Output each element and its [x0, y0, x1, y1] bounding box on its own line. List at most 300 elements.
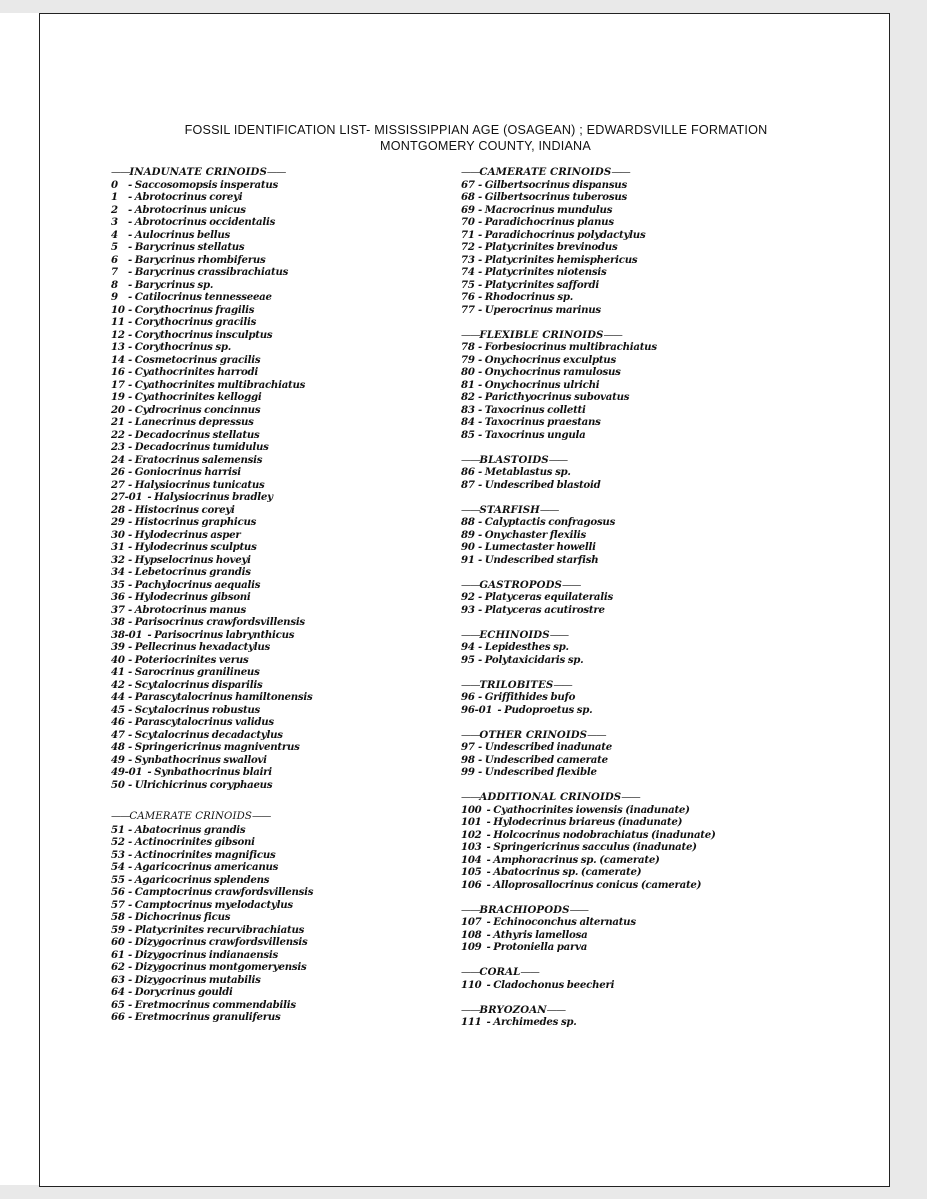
item-number: 108 [461, 928, 482, 941]
species-name: - Corythocrinus sp. [128, 341, 232, 353]
list-item [111, 924, 471, 937]
list-item [111, 191, 471, 204]
list-item [111, 204, 471, 217]
page-title [40, 122, 889, 154]
list-item [111, 886, 471, 899]
heading-rule: —— [461, 679, 480, 691]
item-number: 86 [461, 466, 475, 478]
species-name: - Rhodocrinus sp. [478, 291, 574, 303]
item-number: 27-01 [111, 491, 143, 503]
list-item [111, 986, 471, 999]
item-number: 41 [111, 666, 125, 678]
species-name: - Hylodecrinus briareus (inadunate) [486, 816, 683, 828]
item-number: 75 [461, 278, 475, 291]
item-number: 99 [461, 766, 475, 778]
list-item [111, 591, 471, 604]
item-number: 79 [461, 353, 475, 366]
section-heading [111, 811, 471, 824]
item-number: 5 [111, 241, 118, 253]
heading-rule: —— [569, 904, 588, 916]
list-item [111, 316, 471, 329]
heading-rule: —— [461, 629, 480, 641]
list-item [111, 616, 471, 629]
species-name: - Abrotocrinus coreyi [128, 191, 243, 203]
item-number: 32 [111, 553, 125, 566]
species-name: - Springericrinus magniventrus [128, 741, 300, 753]
list-item [111, 379, 471, 392]
right-column [461, 166, 861, 1029]
item-number: 0 [111, 178, 118, 191]
list-item [461, 879, 861, 892]
species-name: - Taxocrinus colletti [478, 403, 586, 416]
heading-rule: —— [461, 729, 480, 741]
section-heading-text: INADUNATE CRINOIDS [129, 166, 267, 178]
item-number: 80 [461, 366, 475, 378]
section-inadunate-crinoids [111, 166, 471, 791]
list-item [111, 441, 471, 454]
section-heading-text: GASTROPODS [479, 578, 562, 591]
item-number: 55 [111, 873, 125, 886]
section-spacer [461, 441, 861, 454]
item-number: 109 [461, 941, 482, 953]
list-item [461, 379, 861, 392]
heading-rule: —— [461, 792, 480, 803]
section-spacer [461, 666, 861, 679]
item-number: 39 [111, 641, 125, 653]
species-name: - Abatocrinus grandis [128, 823, 246, 836]
species-name: - Parascytalocrinus hamiltonensis [128, 691, 313, 703]
heading-rule: —— [266, 167, 286, 178]
item-number: 16 [111, 366, 125, 378]
list-item [461, 204, 861, 217]
list-item [461, 416, 861, 429]
section-heading [461, 579, 861, 592]
species-name: - Springericrinus sacculus (inadunate) [486, 841, 697, 853]
left-column [111, 166, 471, 1024]
list-item [111, 491, 471, 504]
list-item [461, 766, 861, 779]
species-name: - Corythocrinus insculptus [128, 328, 273, 341]
list-item [461, 266, 861, 279]
item-number: 12 [111, 328, 125, 341]
species-name: - Cladochonus beecheri [486, 978, 615, 991]
species-name: - Agaricocrinus splendens [128, 873, 270, 886]
species-name: - Synbathocrinus swallovi [128, 753, 267, 766]
species-name: - Platycrinites recurvibrachiatus [128, 923, 305, 936]
item-number: 101 [461, 816, 482, 828]
heading-rule: —— [461, 329, 480, 341]
list-item [461, 241, 861, 254]
list-item [111, 766, 471, 779]
list-item [111, 849, 471, 862]
list-item [111, 679, 471, 692]
species-name: - Platycrinites saffordi [478, 278, 599, 291]
item-number: 40 [111, 653, 125, 666]
item-number: 98 [461, 753, 475, 766]
species-name: - Cyathocrinites kelloggi [128, 391, 262, 403]
species-name: - Parisocrinus labrynthicus [147, 628, 295, 641]
section-heading-text: FLEXIBLE CRINOIDS [479, 328, 604, 341]
item-number: 110 [461, 978, 482, 991]
list-item [461, 829, 861, 842]
item-number: 38 [111, 616, 125, 628]
list-item [461, 479, 861, 492]
list-item [111, 254, 471, 267]
item-number: 8 [111, 278, 118, 291]
list-item [111, 329, 471, 342]
item-number: 68 [461, 191, 475, 203]
item-number: 6 [111, 253, 118, 266]
species-name: - Parisocrinus crawfordsvillensis [128, 616, 305, 628]
item-number: 53 [111, 848, 125, 861]
item-number: 67 [461, 178, 475, 191]
list-item [111, 391, 471, 404]
species-name: - Lebetocrinus grandis [128, 566, 251, 578]
species-name: - Archimedes sp. [486, 1016, 577, 1028]
item-number: 66 [111, 1011, 125, 1023]
species-name: - Dizygocrinus crawfordsvillensis [128, 936, 308, 948]
species-name: - Amphoracrinus sp. (camerate) [486, 853, 660, 866]
list-item [111, 291, 471, 304]
species-name: - Undescribed inadunate [478, 741, 612, 753]
section-heading [461, 679, 861, 692]
species-name: - Gilbertsocrinus dispansus [478, 178, 627, 191]
section-heading-text: BRACHIOPODS [479, 903, 570, 916]
heading-rule: —— [621, 792, 640, 803]
item-number: 62 [111, 961, 125, 973]
item-number: 11 [111, 316, 125, 328]
list-item [111, 836, 471, 849]
item-number: 89 [461, 528, 475, 541]
section-echinoids [461, 629, 861, 667]
species-name: - Cosmetocrinus gracilis [128, 353, 261, 366]
item-number: 69 [461, 203, 475, 216]
section-gastropods [461, 579, 861, 617]
species-name: - Eretmocrinus granuliferus [128, 1011, 281, 1023]
section-spacer [461, 991, 861, 1004]
item-number: 38-01 [111, 628, 143, 641]
species-name: - Abrotocrinus occidentalis [128, 216, 276, 228]
item-number: 70 [461, 216, 475, 228]
species-name: - Corythocrinus gracilis [128, 316, 257, 328]
item-number: 59 [111, 923, 125, 936]
item-number: 10 [111, 303, 125, 316]
item-number: 24 [111, 453, 125, 466]
species-name: - Cyathocrinites multibrachiatus [128, 378, 306, 391]
section-other-crinoids [461, 729, 861, 779]
item-number: 65 [111, 998, 125, 1011]
item-number: 84 [461, 416, 475, 428]
heading-rule: —— [461, 167, 480, 178]
list-item [461, 754, 861, 767]
species-name: - Lanecrinus depressus [128, 416, 254, 428]
section-heading [461, 904, 861, 917]
item-number: 60 [111, 936, 125, 948]
item-number: 107 [461, 916, 482, 928]
species-name: - Onychocrinus exculptus [478, 353, 616, 366]
species-name: - Pellecrinus hexadactylus [128, 641, 271, 653]
section-heading [461, 504, 861, 517]
species-name: - Halysiocrinus tunicatus [128, 478, 265, 491]
item-number: 104 [461, 853, 482, 866]
list-item [111, 716, 471, 729]
heading-rule: —— [461, 904, 480, 916]
item-number: 45 [111, 703, 125, 716]
list-item [111, 824, 471, 837]
heading-rule: —— [561, 579, 581, 591]
heading-rule: —— [539, 504, 559, 516]
item-number: 4 [111, 228, 118, 241]
section-spacer [461, 566, 861, 579]
list-item [461, 804, 861, 817]
item-number: 64 [111, 986, 125, 998]
section-heading-text: CORAL [479, 966, 521, 978]
item-number: 13 [111, 341, 125, 353]
species-name: - Uperocrinus marinus [478, 303, 601, 316]
item-number: 1 [111, 191, 118, 203]
list-item [461, 366, 861, 379]
heading-rule: —— [461, 967, 480, 978]
item-number: 22 [111, 428, 125, 441]
heading-rule: —— [546, 1004, 565, 1016]
item-number: 54 [111, 861, 125, 873]
item-number: 87 [461, 478, 475, 491]
list-item [461, 866, 861, 879]
list-item [461, 841, 861, 854]
species-name: - Dizygocrinus montgomeryensis [128, 961, 307, 973]
heading-rule: —— [111, 811, 130, 822]
list-item [111, 566, 471, 579]
heading-rule: —— [548, 454, 568, 466]
species-name: - Holcocrinus nodobrachiatus (inadunate) [486, 828, 716, 841]
species-name: - Onychaster flexilis [478, 528, 586, 541]
item-number: 44 [111, 691, 125, 703]
list-item [461, 429, 861, 442]
item-number: 94 [461, 641, 475, 653]
species-name: - Platyceras acutirostre [478, 603, 605, 616]
title-line-1: FOSSIL IDENTIFICATION LIST- MISSISSIPPIAN AGE (OSAGEAN) ; EDWARDSVILLE FORMATION [184, 123, 768, 137]
list-item [461, 741, 861, 754]
species-name: - Decadocrinus stellatus [128, 428, 260, 441]
section-heading [461, 166, 861, 179]
species-name: - Protoniella parva [486, 941, 588, 953]
list-item [111, 266, 471, 279]
list-item [111, 479, 471, 492]
item-number: 9 [111, 291, 118, 303]
species-name: - Scytalocrinus decadactylus [128, 728, 283, 741]
list-item [461, 541, 861, 554]
item-number: 35 [111, 578, 125, 591]
list-item [111, 691, 471, 704]
list-item [461, 516, 861, 529]
section-camerate-crinoids [461, 166, 861, 316]
item-number: 85 [461, 428, 475, 441]
section-heading [461, 791, 861, 804]
species-name: - Alloprosallocrinus conicus (camerate) [486, 878, 702, 891]
species-name: - Polytaxicidaris sp. [478, 653, 584, 666]
item-number: 100 [461, 803, 482, 816]
list-item [111, 641, 471, 654]
item-number: 77 [461, 303, 475, 316]
item-number: 50 [111, 778, 125, 791]
list-item [461, 291, 861, 304]
list-item [111, 961, 471, 974]
section-heading-text: TRILOBITES [479, 678, 554, 691]
list-item [111, 216, 471, 229]
species-name: - Dizygocrinus mutabilis [128, 973, 261, 986]
list-item [461, 816, 861, 829]
list-item [111, 861, 471, 874]
item-number: 49-01 [111, 766, 143, 778]
item-number: 102 [461, 828, 482, 841]
species-name: - Abrotocrinus manus [128, 603, 246, 616]
species-name: - Halysiocrinus bradley [147, 491, 273, 503]
item-number: 36 [111, 591, 125, 603]
list-item [111, 541, 471, 554]
section-heading-text: BLASTOIDS [479, 453, 549, 466]
item-number: 34 [111, 566, 125, 578]
list-item [111, 429, 471, 442]
list-item [111, 516, 471, 529]
species-name: - Agaricocrinus americanus [128, 861, 279, 873]
item-number: 73 [461, 253, 475, 266]
item-number: 82 [461, 391, 475, 403]
section-spacer [461, 491, 861, 504]
list-item [111, 404, 471, 417]
list-item [461, 279, 861, 292]
list-item [111, 949, 471, 962]
section-heading [461, 729, 861, 742]
species-name: - Platycrinites hemisphericus [478, 253, 638, 266]
item-number: 56 [111, 886, 125, 898]
item-number: 111 [461, 1016, 482, 1028]
item-number: 57 [111, 898, 125, 911]
heading-rule: —— [251, 811, 271, 822]
species-name: - Actinocrinites magnificus [128, 848, 276, 861]
heading-rule: —— [461, 579, 480, 591]
heading-rule: —— [111, 167, 130, 178]
item-number: 105 [461, 866, 482, 878]
species-name: - Metablastus sp. [478, 466, 571, 478]
section-starfish [461, 504, 861, 567]
scan-margin [0, 13, 39, 1185]
section-camerate-crinoids [111, 811, 471, 1024]
list-item [111, 354, 471, 367]
list-item [111, 341, 471, 354]
list-item [111, 654, 471, 667]
section-heading [111, 166, 471, 179]
item-number: 90 [461, 541, 475, 553]
list-item [111, 304, 471, 317]
species-name: - Hylodecrinus gibsoni [128, 591, 251, 603]
list-item [461, 554, 861, 567]
item-number: 51 [111, 823, 125, 836]
section-heading-text: ECHINOIDS [479, 628, 550, 641]
species-name: - Undescribed blastoid [478, 478, 601, 491]
item-number: 88 [461, 516, 475, 528]
species-name: - Eratocrinus salemensis [128, 453, 263, 466]
list-item [111, 529, 471, 542]
species-name: - Eretmocrinus commendabilis [128, 998, 296, 1011]
item-number: 96 [461, 691, 475, 703]
list-item [111, 279, 471, 292]
list-item [461, 229, 861, 242]
heading-rule: —— [461, 454, 480, 466]
item-number: 61 [111, 948, 125, 961]
item-number: 2 [111, 203, 118, 216]
species-name: - Decadocrinus tumidulus [128, 441, 269, 453]
species-name: - Camptocrinus myelodactylus [128, 898, 293, 911]
species-name: - Barycrinus rhombiferus [128, 253, 266, 266]
list-item [111, 229, 471, 242]
section-spacer [461, 316, 861, 329]
species-name: - Taxocrinus ungula [478, 428, 586, 441]
item-number: 78 [461, 341, 475, 353]
item-number: 30 [111, 528, 125, 541]
list-item [111, 454, 471, 467]
list-item [461, 1016, 861, 1029]
list-item [461, 466, 861, 479]
species-name: - Undescribed camerate [478, 753, 608, 766]
species-name: - Aulocrinus bellus [128, 228, 231, 241]
list-item [461, 216, 861, 229]
species-name: - Dorycrinus gouldi [128, 986, 233, 998]
species-name: - Goniocrinus harrisi [128, 466, 241, 478]
item-number: 23 [111, 441, 125, 453]
species-name: - Cydrocrinus concinnus [128, 403, 261, 416]
list-item [111, 741, 471, 754]
item-number: 95 [461, 653, 475, 666]
species-name: - Gilbertsocrinus tuberosus [478, 191, 627, 203]
item-number: 17 [111, 378, 125, 391]
section-heading [461, 454, 861, 467]
species-name: - Hypselocrinus hoveyi [128, 553, 251, 566]
heading-rule: —— [549, 629, 569, 641]
species-name: - Barycrinus sp. [128, 278, 214, 291]
species-name: - Macrocrinus mundulus [478, 203, 613, 216]
list-item [111, 554, 471, 567]
species-name: - Histocrinus coreyi [128, 503, 235, 516]
list-item [111, 974, 471, 987]
list-item [111, 704, 471, 717]
item-number: 27 [111, 478, 125, 491]
title-line-2: MONTGOMERY COUNTY, INDIANA [380, 139, 591, 153]
item-number: 26 [111, 466, 125, 478]
section-bryozoan [461, 1004, 861, 1029]
list-item [461, 391, 861, 404]
species-name: - Onychocrinus ramulosus [478, 366, 621, 378]
list-item [461, 641, 861, 654]
heading-rule: —— [553, 679, 572, 691]
species-name: - Sarocrinus granilineus [128, 666, 260, 678]
species-name: - Abrotocrinus unicus [128, 203, 246, 216]
species-name: - Saccosomopsis insperatus [128, 178, 278, 191]
list-item [111, 874, 471, 887]
species-name: - Synbathocrinus blairi [147, 766, 272, 778]
list-item [111, 179, 471, 192]
section-blastoids [461, 454, 861, 492]
item-number: 103 [461, 841, 482, 853]
list-item [111, 779, 471, 792]
heading-rule: —— [461, 504, 480, 516]
species-name: - Undescribed starfish [478, 553, 599, 566]
item-number: 20 [111, 403, 125, 416]
list-item [111, 466, 471, 479]
species-name: - Histocrinus graphicus [128, 516, 257, 528]
species-name: - Taxocrinus praestans [478, 416, 601, 428]
item-number: 28 [111, 503, 125, 516]
list-item [461, 529, 861, 542]
